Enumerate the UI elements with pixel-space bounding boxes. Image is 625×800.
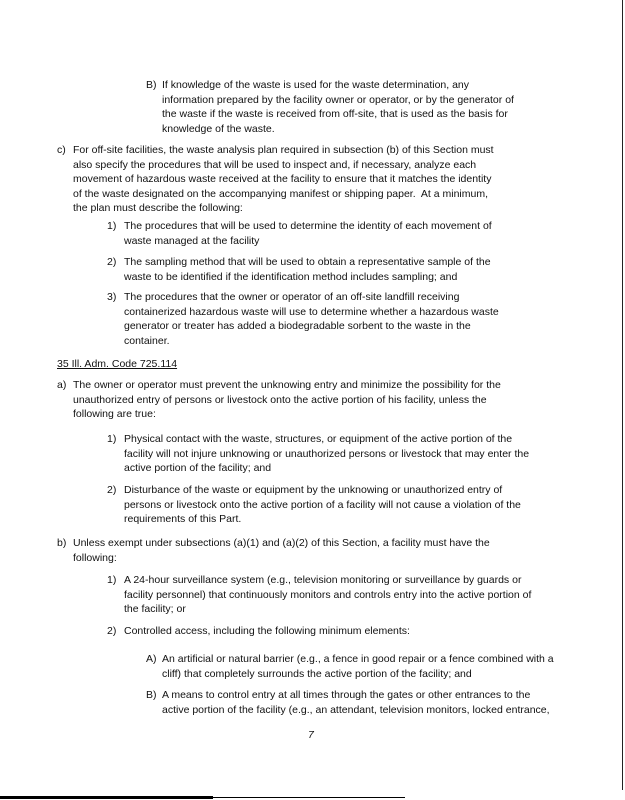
item-label: A) xyxy=(146,653,157,665)
item-text: For off-site facilities, the waste analysis plan required in subsection (b) of this Section must also specify the procedures that will be used to inspect and, if necessary, analyze each movement of hazardous waste received at the facility to ensure that it matches the identity of the waste designated on the accompanying manifest or shipping paper. At a minimum, the plan must describe the following: xyxy=(73,144,494,214)
item-text: The procedures that will be used to determine the identity of each movement of waste managed at the facility xyxy=(124,220,492,247)
item-label: 2) xyxy=(107,256,117,268)
item-text: Physical contact with the waste, structures, or equipment of the active portion of the facility will not injure unknowing or unauthorized persons or livestock that may enter the active portion of the facility; and xyxy=(124,433,530,474)
item-text: The procedures that the owner or operator of an off-site landfill receiving containerized hazardous waste will use to determine whether a hazardous waste generator or treater has added a biodegradable sorbent to the waste in the container. xyxy=(124,291,499,347)
item-label: c) xyxy=(57,144,66,156)
item-text: Controlled access, including the following minimum elements: xyxy=(124,625,410,637)
item-label: B) xyxy=(146,79,157,91)
footer-rule-thin xyxy=(213,797,405,798)
item-text: Unless exempt under subsections (a)(1) and (a)(2) of this Section, a facility must have the following: xyxy=(73,537,490,564)
item-label: B) xyxy=(146,689,157,701)
item-label: 1) xyxy=(107,220,117,232)
scan-edge-line xyxy=(622,0,623,790)
page-number: 7 xyxy=(308,729,314,741)
item-label: 2) xyxy=(107,484,117,496)
item-label: b) xyxy=(57,537,67,549)
item-label: 1) xyxy=(107,433,117,445)
item-text: Disturbance of the waste or equipment by the unknowing or unauthorized entry of persons or livestock onto the active portion of a facility will not cause a violation of the requirements of this Part. xyxy=(124,484,521,525)
item-label: 2) xyxy=(107,625,117,637)
item-text: The owner or operator must prevent the unknowing entry and minimize the possibility for the unauthorized entry of persons or livestock onto the active portion of his facility, unless the following are true: xyxy=(73,379,501,420)
item-label: a) xyxy=(57,379,67,391)
item-label: 1) xyxy=(107,574,117,586)
item-text: If knowledge of the waste is used for the waste determination, any information prepared by the facility owner or operator, or by the generator of the waste if the waste is received from off-site, that is used as the basis for knowledge of the waste. xyxy=(162,79,514,135)
item-text: The sampling method that will be used to obtain a representative sample of the waste to be identified if the identification method includes sampling; and xyxy=(124,256,491,283)
footer-rule-thick xyxy=(0,796,213,799)
citation-link[interactable]: 35 Ill. Adm. Code 725.114 xyxy=(57,358,178,370)
item-label: 3) xyxy=(107,291,117,303)
item-text: A 24-hour surveillance system (e.g., television monitoring or surveillance by guards or facility personnel) that continuously monitors and controls entry into the active portion of the facility; or xyxy=(124,574,532,615)
item-text: A means to control entry at all times through the gates or other entrances to the active portion of the facility (e.g., an attendant, television monitors, locked entrance, xyxy=(162,689,550,716)
item-text: An artificial or natural barrier (e.g., a fence in good repair or a fence combined with a cliff) that completely surrounds the active portion of the facility; and xyxy=(162,653,554,680)
